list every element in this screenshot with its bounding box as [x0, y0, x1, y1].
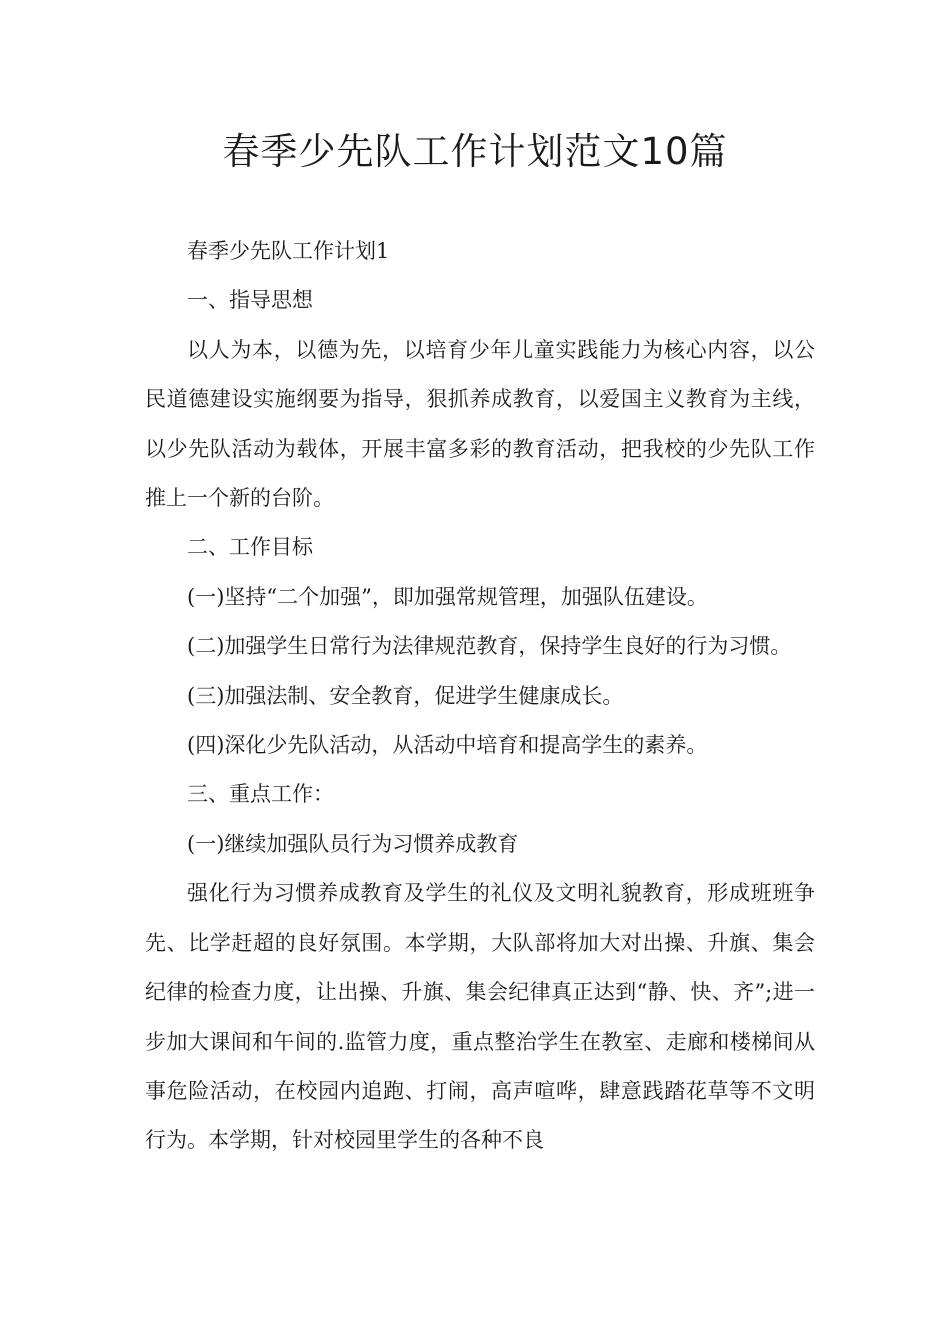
- section-heading-key-work: 三、重点工作：: [187, 782, 334, 807]
- paragraph-guiding-ideology: 以人为本，以德为先，以培育少年儿童实践能力为核心内容，以公民道德建设实施纲要为指导，狠抓养成教育，以爱国主义教育为主线，以少先队活动为载体，开展丰富多彩的教育活动，把我校的少先队工作推上一个新的台阶。: [145, 337, 815, 511]
- subheading-habit-education: (一)继续加强队员行为习惯养成教育: [187, 831, 519, 856]
- goal-item-4: (四)深化少先队活动，从活动中培育和提高学生的素养。: [187, 733, 708, 758]
- document-body: [145, 227, 815, 1166]
- document-title: 春季少先队工作计划范文10篇: [222, 130, 728, 173]
- goal-item-1: (一)坚持“二个加强”，即加强常规管理，加强队伍建设。: [187, 584, 708, 609]
- section-heading-guiding-ideology: 一、指导思想: [187, 288, 313, 313]
- section-heading-work-goals: 二、工作目标: [187, 535, 313, 560]
- paragraph-habit-education: 强化行为习惯养成教育及学生的礼仪及文明礼貌教育，形成班班争先、比学赶超的良好氛围。本学期，大队部将加大对出操、升旗、集会纪律的检查力度，让出操、升旗、集会纪律真正达到“静、快、齐”;进一步加大课间和午间的.监管力度，重点整治学生在教室、走廊和楼梯间从事危险活动，在校园内追跑、打闹，高声喧哗，肆意践踏花草等不文明行为。本学期，针对校园里学生的各种不良: [145, 881, 815, 1153]
- goal-item-2: (二)加强学生日常行为法律规范教育，保持学生良好的行为习惯。: [187, 634, 792, 659]
- goal-item-3: (三)加强法制、安全教育，促进学生健康成长。: [187, 683, 624, 708]
- section-heading-plan-1: 春季少先队工作计划1: [187, 239, 390, 263]
